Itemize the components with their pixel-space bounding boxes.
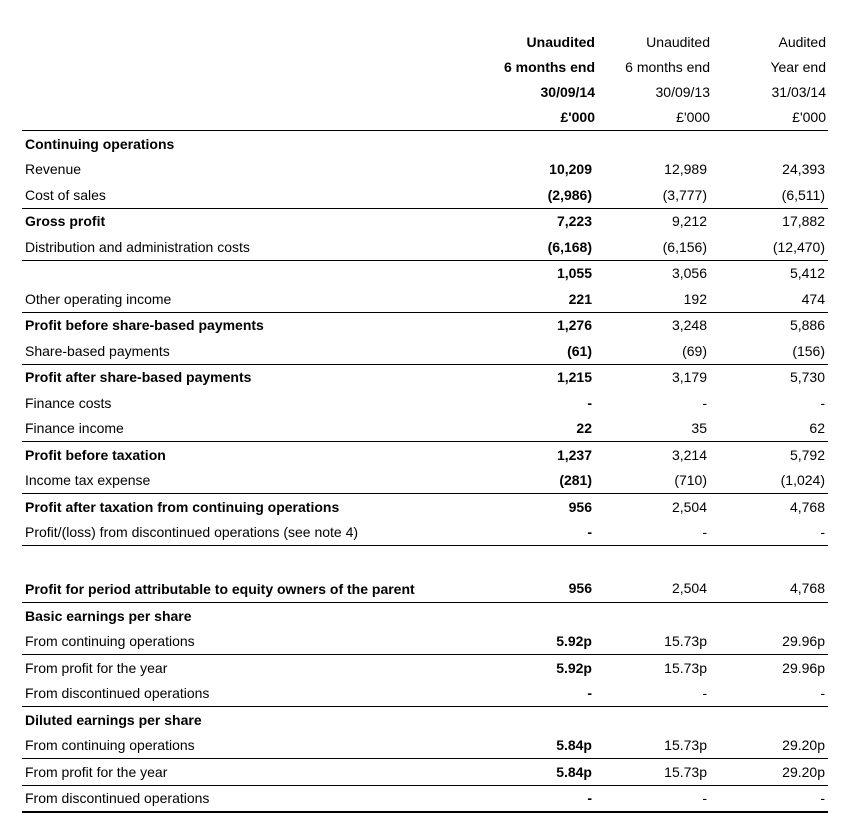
statement-row xyxy=(22,390,828,416)
value-current-period: (61) xyxy=(567,342,592,359)
value-year-end: (6,511) xyxy=(781,186,825,203)
value-prior-period: 15.73p xyxy=(595,655,710,681)
value-year-end: 5,886 xyxy=(710,312,828,338)
value-year-end: - xyxy=(820,685,825,702)
row-label xyxy=(22,260,445,286)
value-current-period: 1,276 xyxy=(445,312,595,338)
row-label: Finance costs xyxy=(25,394,112,411)
value-year-end: 29.20p xyxy=(782,737,825,754)
value-current-period: 956 xyxy=(445,546,595,603)
value-current-period: 5.92p xyxy=(445,655,595,681)
statement-row xyxy=(22,442,828,468)
header-col-year-end xyxy=(676,30,826,130)
row-label: From discontinued operations xyxy=(25,685,210,702)
row-label: From continuing operations xyxy=(25,633,195,650)
statement-row xyxy=(22,208,828,234)
value-year-end: 17,882 xyxy=(710,208,828,234)
value-year-end: - xyxy=(820,394,825,411)
statement-row xyxy=(22,785,828,812)
value-prior-period: (3,777) xyxy=(662,186,707,203)
statement-row xyxy=(22,629,828,655)
header-period: Year end xyxy=(770,59,826,75)
row-label: Profit/(loss) from discontinued operations (see note 4) xyxy=(25,524,359,541)
value-current-period: 22 xyxy=(576,420,592,437)
value-prior-period: 2,504 xyxy=(595,494,710,520)
value-prior-period: 2,504 xyxy=(595,546,710,603)
statement-row xyxy=(22,338,828,364)
value-current-period: 1,237 xyxy=(445,442,595,468)
value-prior-period: - xyxy=(595,785,710,812)
value-year-end xyxy=(710,603,828,629)
value-current-period: - xyxy=(587,524,592,541)
value-year-end: (1,024) xyxy=(780,472,825,489)
header-period: 6 months end xyxy=(503,59,595,75)
header-unit: £'000 xyxy=(560,109,595,125)
value-prior-period xyxy=(595,707,710,733)
row-label: Diluted earnings per share xyxy=(22,707,445,733)
value-prior-period: 15.73p xyxy=(664,633,707,650)
income-statement-table xyxy=(22,130,828,813)
value-current-period: (6,168) xyxy=(547,238,592,255)
value-year-end: 29.96p xyxy=(710,655,828,681)
row-label: From profit for the year xyxy=(22,759,445,786)
value-prior-period: - xyxy=(702,394,707,411)
value-prior-period: 35 xyxy=(691,420,707,437)
value-year-end: (12,470) xyxy=(772,238,825,255)
value-year-end: (156) xyxy=(792,342,825,359)
header-status: Audited xyxy=(778,34,826,50)
row-label: Cost of sales xyxy=(25,186,106,203)
value-year-end: 5,412 xyxy=(710,260,828,286)
statement-row xyxy=(22,681,828,707)
value-year-end: 4,768 xyxy=(710,494,828,520)
row-label: Share-based payments xyxy=(25,342,170,359)
value-current-period xyxy=(445,131,595,157)
value-prior-period: 3,248 xyxy=(595,312,710,338)
statement-row xyxy=(22,546,828,603)
header-period: 6 months end xyxy=(625,59,710,75)
value-year-end: 5,792 xyxy=(710,442,828,468)
value-current-period: 7,223 xyxy=(445,208,595,234)
statement-row xyxy=(22,468,828,494)
value-current-period: 10,209 xyxy=(549,161,592,178)
value-prior-period: 3,179 xyxy=(595,364,710,390)
row-label: Profit for period attributable to equity owners of the parent xyxy=(22,546,445,603)
header-date: 30/09/13 xyxy=(655,84,710,100)
value-current-period: 5.84p xyxy=(556,737,592,754)
row-label: Profit after taxation from continuing operations xyxy=(22,494,445,520)
statement-row xyxy=(22,707,828,733)
statement-row xyxy=(22,494,828,520)
value-current-period: 5.84p xyxy=(445,759,595,786)
statement-row xyxy=(22,364,828,390)
row-label: Finance income xyxy=(25,420,124,437)
value-current-period: - xyxy=(445,785,595,812)
header-unit: £'000 xyxy=(676,109,710,125)
value-prior-period: - xyxy=(702,685,707,702)
value-current-period xyxy=(445,603,595,629)
value-year-end: 62 xyxy=(809,420,825,437)
value-current-period: 1,055 xyxy=(445,260,595,286)
value-current-period: 1,215 xyxy=(445,364,595,390)
statement-row xyxy=(22,286,828,312)
value-year-end: 29.20p xyxy=(710,759,828,786)
statement-row xyxy=(22,182,828,208)
header-status: Unaudited xyxy=(526,34,595,50)
row-label: Profit before share-based payments xyxy=(22,312,445,338)
value-prior-period: 3,056 xyxy=(595,260,710,286)
statement-row xyxy=(22,655,828,681)
value-prior-period: (6,156) xyxy=(662,238,707,255)
value-prior-period: - xyxy=(702,524,707,541)
value-year-end: 5,730 xyxy=(710,364,828,390)
header-date: 30/09/14 xyxy=(540,84,595,100)
row-label: Income tax expense xyxy=(25,472,151,489)
row-label: Continuing operations xyxy=(22,131,445,157)
value-prior-period: (710) xyxy=(674,472,707,489)
header-status: Unaudited xyxy=(646,34,710,50)
row-label: From continuing operations xyxy=(25,737,195,754)
row-label: Other operating income xyxy=(25,290,172,307)
value-year-end xyxy=(710,707,828,733)
statement-row xyxy=(22,157,828,183)
value-current-period: (2,986) xyxy=(547,186,592,203)
value-current-period: - xyxy=(587,685,592,702)
value-year-end xyxy=(710,131,828,157)
value-prior-period: 3,214 xyxy=(595,442,710,468)
statement-row xyxy=(22,312,828,338)
value-year-end: 24,393 xyxy=(782,161,825,178)
value-current-period: (281) xyxy=(559,472,592,489)
statement-row xyxy=(22,733,828,759)
value-current-period xyxy=(445,707,595,733)
value-prior-period: 15.73p xyxy=(595,759,710,786)
value-year-end: - xyxy=(710,785,828,812)
value-year-end: 29.96p xyxy=(782,633,825,650)
row-label: Gross profit xyxy=(22,208,445,234)
value-prior-period xyxy=(595,603,710,629)
row-label: From discontinued operations xyxy=(22,785,445,812)
value-prior-period: 192 xyxy=(683,290,707,307)
value-current-period: - xyxy=(587,394,592,411)
row-label: Basic earnings per share xyxy=(22,603,445,629)
value-current-period: 5.92p xyxy=(556,633,592,650)
statement-row xyxy=(22,603,828,629)
row-label: From profit for the year xyxy=(22,655,445,681)
value-current-period: 956 xyxy=(445,494,595,520)
value-prior-period: 9,212 xyxy=(595,208,710,234)
header-unit: £'000 xyxy=(792,109,826,125)
column-headers xyxy=(0,30,844,130)
statement-row xyxy=(22,234,828,260)
value-prior-period: 12,989 xyxy=(664,161,707,178)
value-prior-period: (69) xyxy=(682,342,707,359)
statement-row xyxy=(22,759,828,786)
row-label: Profit before taxation xyxy=(22,442,445,468)
statement-row xyxy=(22,520,828,546)
row-label: Revenue xyxy=(25,161,82,178)
statement-row xyxy=(22,131,828,157)
row-label: Distribution and administration costs xyxy=(25,238,250,255)
statement-row xyxy=(22,416,828,442)
value-current-period: 221 xyxy=(568,290,592,307)
value-prior-period xyxy=(595,131,710,157)
value-year-end: 474 xyxy=(801,290,825,307)
statement-row xyxy=(22,260,828,286)
row-label: Profit after share-based payments xyxy=(22,364,445,390)
value-prior-period: 15.73p xyxy=(664,737,707,754)
value-year-end: 4,768 xyxy=(710,546,828,603)
header-date: 31/03/14 xyxy=(771,84,826,100)
value-year-end: - xyxy=(820,524,825,541)
